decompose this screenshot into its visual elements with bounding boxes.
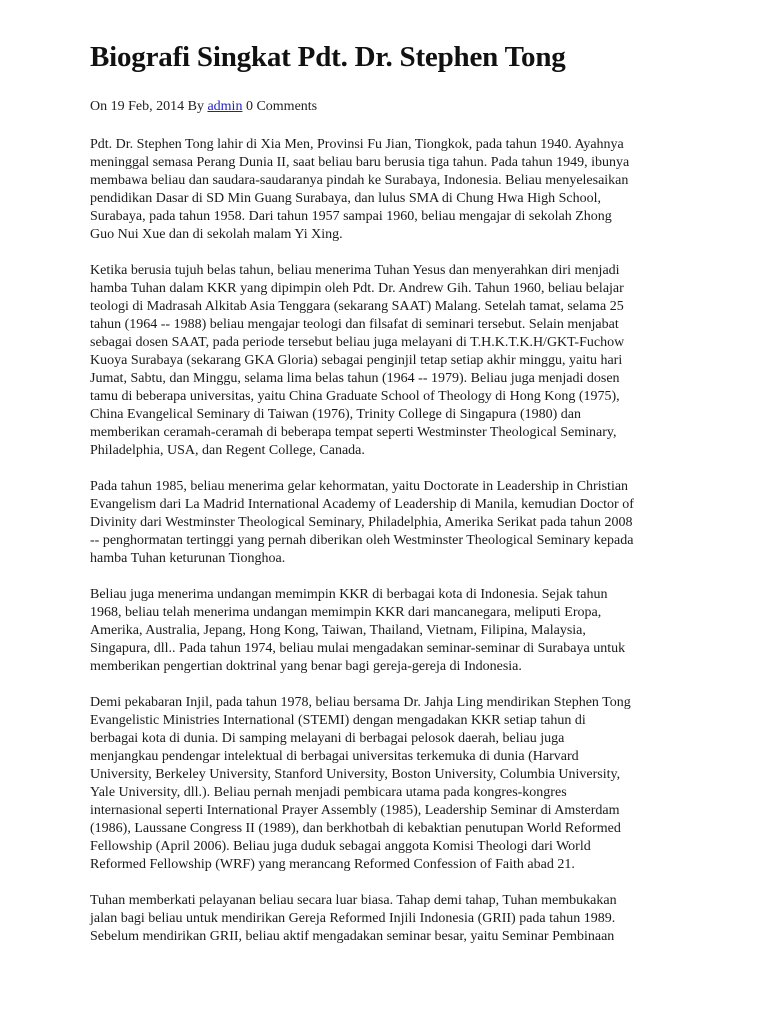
text-line: meninggal semasa Perang Dunia II, saat beliau baru berusia tiga tahun. Pada tahun 1949, ibunya <box>90 155 630 170</box>
author-link[interactable]: admin <box>207 99 243 114</box>
text-line: Amerika, Australia, Jepang, Hong Kong, Taiwan, Thailand, Vietnam, Filipina, Malaysia, <box>90 623 586 638</box>
text-line: sebagai dosen SAAT, pada periode tersebut beliau juga melayani di T.H.K.T.K.H/GKT-Fuchow <box>90 335 625 350</box>
text-line: tahun (1964 -- 1988) beliau mengajar teologi dan filsafat di seminari tersebut. Selain menjabat <box>90 317 619 332</box>
text-line: Guo Nui Xue dan di sekolah malam Yi Xing. <box>90 227 343 242</box>
text-line: menjangkau pendengar intelektual di berbagai universitas terkemuka di dunia (Harvard <box>90 749 579 764</box>
text-line: hamba Tuhan keturunan Tionghoa. <box>90 551 286 566</box>
text-line: teologi di Madrasah Alkitab Asia Tenggara (sekarang SAAT) Malang. Setelah tamat, selama 25 <box>90 299 624 314</box>
text-line: China Evangelical Seminary di Taiwan (1976), Trinity College di Singapura (1980) dan <box>90 407 582 422</box>
paragraph <box>90 694 678 874</box>
text-line: Kuoya Surabaya (sekarang GKA Gloria) sebagai penginjil tetap setiap akhir minggu, yaitu hari <box>90 353 623 368</box>
text-line: pendidikan Dasar di SD Min Guang Surabaya, dan lulus SMA di Chung Hwa High School, <box>90 191 601 206</box>
paragraph <box>90 136 678 244</box>
comments-count: 0 Comments <box>242 99 318 114</box>
text-line: Tuhan memberkati pelayanan beliau secara luar biasa. Tahap demi tahap, Tuhan membukakan <box>90 893 617 908</box>
article-title: Biografi Singkat Pdt. Dr. Stephen Tong <box>90 41 566 73</box>
paragraph <box>90 892 678 946</box>
text-line: hamba Tuhan dalam KKR yang dipimpin oleh Pdt. Dr. Andrew Gih. Tahun 1960, beliau belajar <box>90 281 624 296</box>
text-line: Reformed Fellowship (WRF) yang merancang Reformed Confession of Faith abad 21. <box>90 857 575 872</box>
post-date: On 19 Feb, 2014 By <box>90 99 208 114</box>
text-line: jalan bagi beliau untuk mendirikan Gereja Reformed Injili Indonesia (GRII) pada tahun 1989. <box>90 911 616 926</box>
article <box>90 0 678 964</box>
text-line: Jumat, Sabtu, dan Minggu, selama lima belas tahun (1964 -- 1979). Beliau juga menjadi dosen <box>90 371 620 386</box>
text-line: Sebelum mendirikan GRII, beliau aktif mengadakan seminar besar, yaitu Seminar Pembinaan <box>90 929 615 944</box>
text-line: Beliau juga menerima undangan memimpin KKR di berbagai kota di Indonesia. Sejak tahun <box>90 587 608 602</box>
text-line: berbagai kota di dunia. Di samping melayani di berbagai pelosok daerah, beliau juga <box>90 731 565 746</box>
text-line: Demi pekabaran Injil, pada tahun 1978, beliau bersama Dr. Jahja Ling mendirikan Stephen Tong <box>90 695 631 710</box>
text-line: membawa beliau dan saudara-saudaranya pindah ke Surabaya, Indonesia. Beliau menyelesaikan <box>90 173 629 188</box>
post-meta <box>90 98 678 116</box>
text-line: -- penghormatan tertinggi yang pernah diberikan oleh Westminster Theological Seminary kepada <box>90 533 634 548</box>
text-line: Surabaya, pada tahun 1958. Dari tahun 1957 sampai 1960, beliau mengajar di sekolah Zhong <box>90 209 612 224</box>
paragraph <box>90 262 678 460</box>
text-line: 1968, beliau telah menerima undangan memimpin KKR dari mancanegara, meliputi Eropa, <box>90 605 602 620</box>
text-line: internasional seperti International Prayer Assembly (1985), Leadership Seminar di Amsterdam <box>90 803 620 818</box>
text-line: Philadelphia, USA, dan Regent College, Canada. <box>90 443 365 458</box>
article-body <box>90 136 678 946</box>
text-line: University, Berkeley University, Stanford University, Boston University, Columbia University, <box>90 767 621 782</box>
text-line: Fellowship (April 2006). Beliau juga duduk sebagai anggota Komisi Theologi dari World <box>90 839 591 854</box>
text-line: (1986), Laussane Congress II (1989), dan berkhotbah di kebaktian penutupan World Reformed <box>90 821 621 836</box>
text-line: Yale University, dll.). Beliau pernah menjadi pembicara utama pada kongres-kongres <box>90 785 567 800</box>
text-line: Singapura, dll.. Pada tahun 1974, beliau mulai mengadakan seminar-seminar di Surabaya untuk <box>90 641 626 656</box>
text-line: memberikan ceramah-ceramah di beberapa tempat seperti Westminster Theological Seminary, <box>90 425 617 440</box>
paragraph <box>90 586 678 676</box>
text-line: Pdt. Dr. Stephen Tong lahir di Xia Men, Provinsi Fu Jian, Tiongkok, pada tahun 1940. Ayahnya <box>90 137 624 152</box>
paragraph <box>90 478 678 568</box>
text-line: memberikan pengertian doktrinal yang benar bagi gereja-gereja di Indonesia. <box>90 659 522 674</box>
text-line: Evangelistic Ministries International (STEMI) dengan mengadakan KKR setiap tahun di <box>90 713 586 728</box>
text-line: Divinity dari Westminster Theological Seminary, Philadelphia, Amerika Serikat pada tahun 2008 <box>90 515 633 530</box>
text-line: Evangelism dari La Madrid International Academy of Leadership di Manila, kemudian Doctor of <box>90 497 634 512</box>
text-line: tamu di beberapa universitas, yaitu China Graduate School of Theology di Hong Kong (1975), <box>90 389 620 404</box>
text-line: Pada tahun 1985, beliau menerima gelar kehormatan, yaitu Doctorate in Leadership in Christian <box>90 479 629 494</box>
text-line: Ketika berusia tujuh belas tahun, beliau menerima Tuhan Yesus dan menyerahkan diri menjadi <box>90 263 620 278</box>
